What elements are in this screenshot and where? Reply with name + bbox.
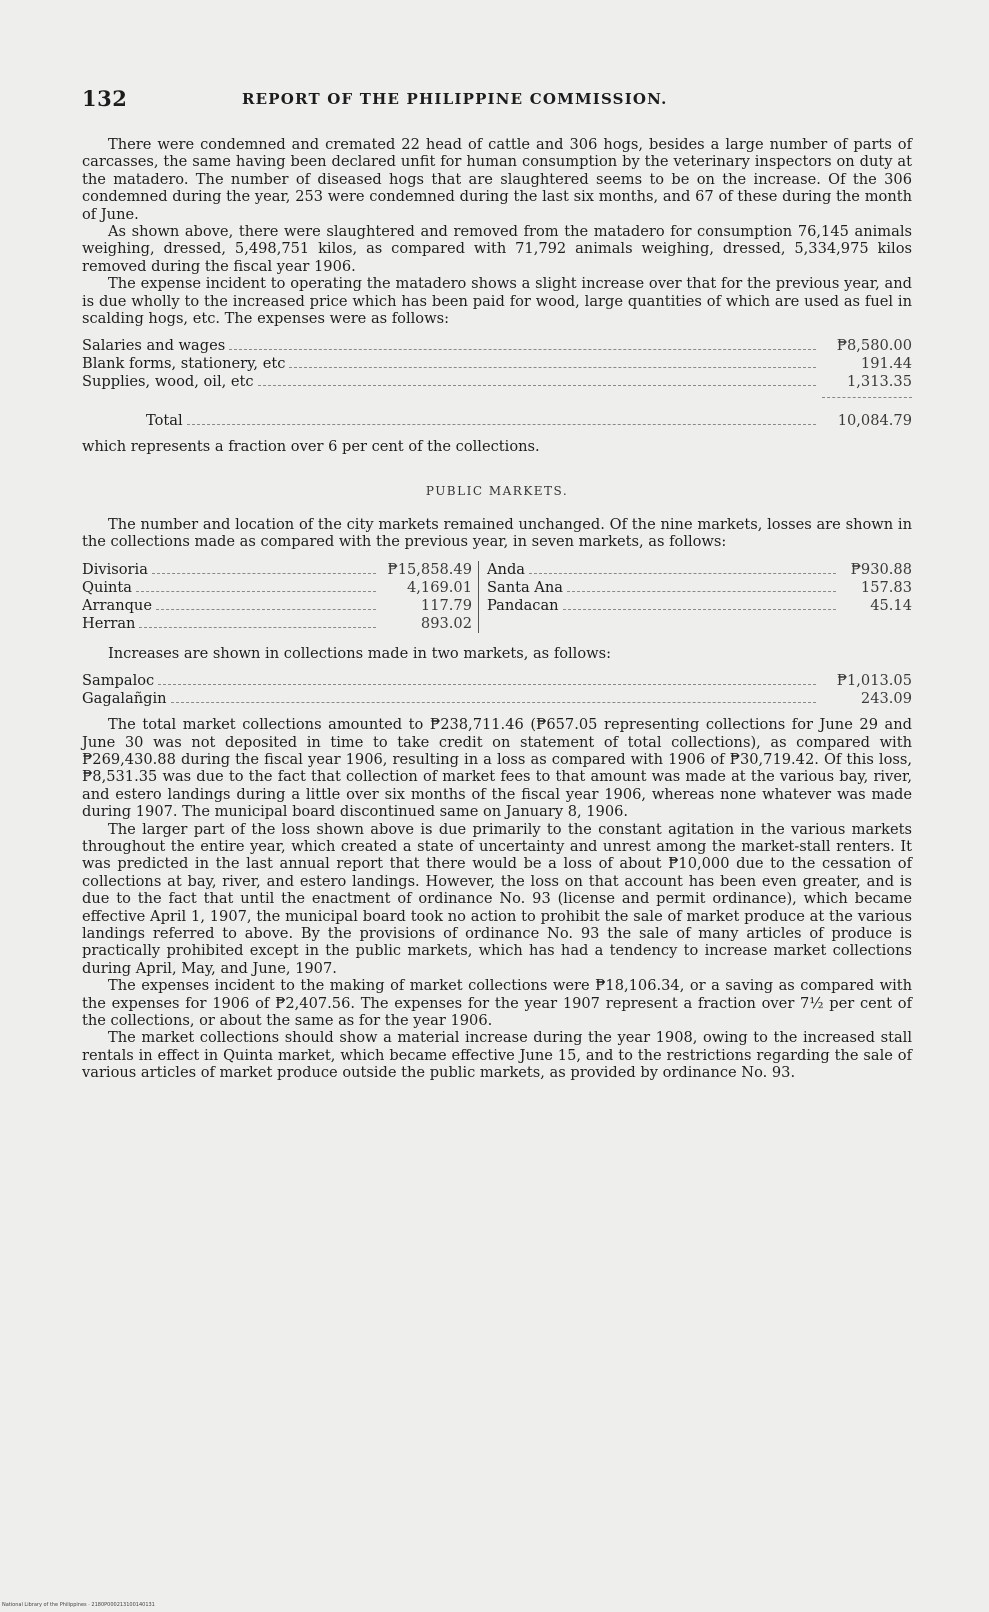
loss-row xyxy=(82,615,472,633)
expense-label: Blank forms, stationery, etc xyxy=(82,355,286,373)
market-value: 45.14 xyxy=(870,596,912,614)
market-value: ₱1,013.05 xyxy=(836,672,912,690)
market-label: Herran xyxy=(82,614,136,632)
paragraph-condemned: There were condemned and cremated 22 head of cattle and 306 hogs, besides a large number of parts of carcasses, the same having been declared unfit for human consumption by the veterinary inspectors on duty at the matadero. The number of diseased hogs that are slaughtered seems to be on the increase. Of the 306 condemned during the year, 253 were condemned during the last six months, and 67 of these during the month of June. xyxy=(82,136,912,223)
losses-table xyxy=(82,561,912,633)
page-header xyxy=(82,86,912,116)
leader-dots xyxy=(529,572,836,574)
leader-dots xyxy=(563,608,836,610)
paragraph-increases-intro: Increases are shown in collections made in two markets, as follows: xyxy=(108,644,612,662)
leader-dots xyxy=(289,366,816,368)
page-number: 132 xyxy=(82,86,128,111)
paragraph-fraction: which represents a fraction over 6 per cent of the collections. xyxy=(82,438,540,456)
market-value: ₱15,858.49 xyxy=(387,560,472,578)
market-label: Gagalañgin xyxy=(82,690,167,708)
loss-row xyxy=(487,561,912,579)
sum-rule xyxy=(822,397,912,398)
expense-row xyxy=(82,373,912,391)
increase-row xyxy=(82,672,912,690)
loss-row xyxy=(82,579,472,597)
market-label: Divisoria xyxy=(82,560,148,578)
total-value: 10,084.79 xyxy=(837,412,912,430)
leader-dots xyxy=(158,683,816,685)
paragraph-slaughtered: As shown above, there were slaughtered and removed from the matadero for consumption 76,145 animals weighing, dressed, 5,498,751 kilos, as compared with 71,792 animals weighing, dressed, 5,334,975 kilos removed during the fiscal year 1906. xyxy=(82,223,912,275)
expense-value: 1,313.35 xyxy=(847,373,912,391)
market-value: 4,169.01 xyxy=(407,578,472,596)
paragraph-expense-intro: The expense incident to operating the matadero shows a slight increase over that for the previous year, and is due wholly to the increased price which has been paid for wood, large quantities of which are used as fuel in scalding hogs, etc. The expenses were as follows: xyxy=(82,275,912,328)
paragraph-outlook: The market collections should show a material increase during the year 1908, owing to the increased stall rentals in effect in Quinta market, which became effective June 15, and to the restrictions regarding the sale of various articles of market produce outside the public markets, as provided by ordinance No. 93. xyxy=(82,1029,912,1082)
losses-right-column xyxy=(479,561,912,633)
expense-row xyxy=(82,355,912,373)
market-value: ₱930.88 xyxy=(850,560,912,578)
market-label: Quinta xyxy=(82,578,132,596)
market-label: Sampaloc xyxy=(82,672,155,690)
expense-row xyxy=(82,337,912,355)
expense-table xyxy=(82,337,912,430)
leader-dots xyxy=(139,626,376,628)
leader-dots xyxy=(229,348,816,350)
expense-total-row xyxy=(82,412,912,430)
loss-row xyxy=(487,597,912,615)
loss-row xyxy=(82,597,472,615)
market-label: Arranque xyxy=(82,596,152,614)
paragraph-collection-expenses: The expenses incident to the making of market collections were ₱18,106.34, or a saving as compared with the expenses for 1906 of ₱2,407.56. The expenses for the year 1907 represent a fraction over 7½ per cent of the collections, or about the same as for the year 1906. xyxy=(82,977,912,1029)
increases-table xyxy=(82,672,912,708)
running-title: REPORT OF THE PHILIPPINE COMMISSION. xyxy=(242,90,668,108)
loss-row xyxy=(82,561,472,579)
expense-label: Supplies, wood, oil, etc xyxy=(82,373,254,391)
paragraph-markets-intro: The number and location of the city markets remained unchanged. Of the nine markets, losses are shown in the collections made as compared with the previous year, in seven markets, as follows: xyxy=(82,515,912,551)
leader-dots xyxy=(567,590,836,592)
expense-label: Salaries and wages xyxy=(82,337,226,355)
loss-row xyxy=(487,579,912,597)
library-footer-note: National Library of the Philippines · 2180P000213100140131 xyxy=(2,1602,155,1608)
increase-row xyxy=(82,690,912,708)
market-label: Santa Ana xyxy=(487,578,563,596)
market-value: 893.02 xyxy=(420,614,472,632)
leader-dots xyxy=(187,423,816,425)
leader-dots xyxy=(156,608,376,610)
paragraph-total-collections: The total market collections amounted to ₱238,711.46 (₱657.05 representing collections for June 29 and June 30 was not deposited in time to take credit on statement of total collections), as compared with ₱269,430.88 during the fiscal year 1906, resulting in a loss as compared with 1906 of ₱30,719.42. Of this loss, ₱8,531.35 was due to the fact that collection of market fees to that amount was made at the various bay, river, and estero landings during a little over six months of the fiscal year 1906, whereas none whatever was made during 1907. The municipal board discontinued same on January 8, 1906. xyxy=(82,716,912,821)
expense-value: ₱8,580.00 xyxy=(836,337,912,355)
leader-dots xyxy=(171,701,816,703)
leader-dots xyxy=(152,572,376,574)
leader-dots xyxy=(136,590,376,592)
page-body xyxy=(82,136,912,1082)
leader-dots xyxy=(258,384,816,386)
market-label: Pandacan xyxy=(487,596,559,614)
section-title: PUBLIC MARKETS. xyxy=(425,483,569,498)
expense-value: 191.44 xyxy=(860,355,912,373)
market-value: 243.09 xyxy=(860,690,912,708)
market-value: 157.83 xyxy=(860,578,912,596)
market-value: 117.79 xyxy=(420,596,472,614)
paragraph-loss-cause: The larger part of the loss shown above is due primarily to the constant agitation in the various markets throughout the entire year, which created a state of uncertainty and unrest among the market-stall renters. It was predicted in the last annual report that there would be a loss of about ₱10,000 due to the cessation of collections at bay, river, and estero landings. However, the loss on that account has been even greater, and is due to the fact that until the enactment of ordinance No. 93 (license and permit ordinance), which became effective April 1, 1907, the municipal board took no action to prohibit the sale of market produce at the various landings referred to above. By the provisions of ordinance No. 93 the sale of many articles of produce is practically prohibited except in the public markets, which has had a tendency to increase market collections during April, May, and June, 1907. xyxy=(82,820,912,977)
market-label: Anda xyxy=(487,560,525,578)
total-label: Total xyxy=(146,412,183,430)
losses-left-column xyxy=(82,561,479,633)
